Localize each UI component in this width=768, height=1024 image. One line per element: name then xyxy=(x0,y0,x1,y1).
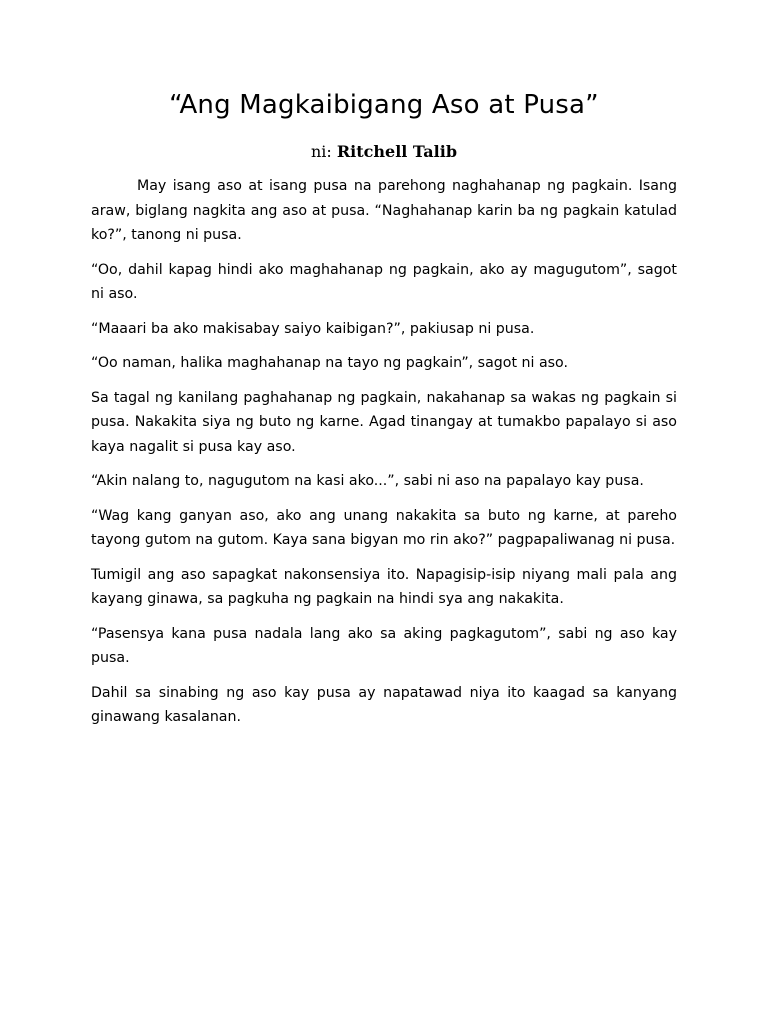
byline-prefix: ni: xyxy=(310,142,337,161)
byline xyxy=(0,142,768,161)
paragraph: “Maaari ba ako makisabay saiyo kaibigan?”, pakiusap ni pusa. xyxy=(91,320,535,337)
paragraph: “Pasensya kana pusa nadala lang ako sa aking pagkagutom”, sabi ng aso kay pusa. xyxy=(91,625,677,666)
paragraph: Tumigil ang aso sapagkat nakonsensiya ito. Napagisip-isip niyang mali pala ang kayang ginawa, sa pagkuha ng pagkain na hindi sya ang nakakita. xyxy=(91,566,677,607)
paragraph: “Oo, dahil kapag hindi ako maghahanap ng pagkain, ako ay magugutom”, sagot ni aso. xyxy=(91,261,677,302)
story-title: “Ang Magkaibigang Aso at Pusa” xyxy=(169,90,599,120)
paragraph: May isang aso at isang pusa na parehong naghahanap ng pagkain. Isang araw, biglang nagkita ang aso at pusa. “Naghahanap karin ba ng pagkain katulad ko?”, tanong ni pusa. xyxy=(91,178,677,243)
paragraph: “Akin nalang to, nagugutom na kasi ako...”, sabi ni aso na papalayo kay pusa. xyxy=(91,473,644,489)
paragraph: “Oo naman, halika maghahanap na tayo ng pagkain”, sagot ni aso. xyxy=(91,355,568,371)
paragraph: Sa tagal ng kanilang paghahanap ng pagkain, nakahanap sa wakas ng pagkain si pusa. Nakakita siya ng buto ng karne. Agad tinangay at tumakbo papalayo si aso kaya nagalit si pusa kay aso. xyxy=(91,389,677,455)
paragraph: Dahil sa sinabing ng aso kay pusa ay napatawad niya ito kaagad sa kanyang ginawang kasalanan. xyxy=(91,684,677,725)
author-name: Ritchell Talib xyxy=(336,142,458,161)
paragraph: “Wag kang ganyan aso, ako ang unang nakakita sa buto ng karne, at pareho tayong gutom na gutom. Kaya sana bigyan mo rin ako?” pagpapaliwanag ni pusa. xyxy=(91,507,677,548)
story-body xyxy=(91,174,677,740)
